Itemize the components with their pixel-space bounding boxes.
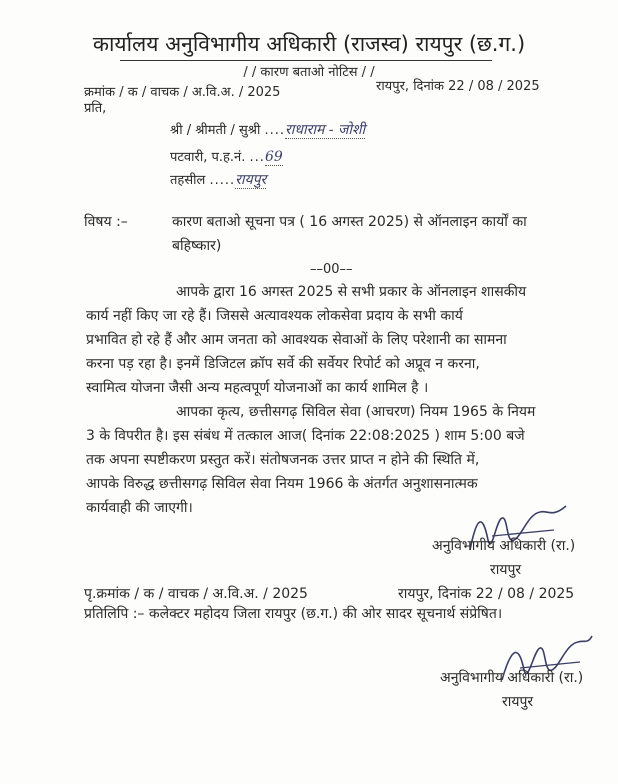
paragraph-1-line: करना पड़ रहा है। इनमें डिजिटल क्रॉप सर्वे की सर्वेयर रिपोर्ट को अप्रूव न करना, — [86, 356, 480, 372]
addressee-name-value: राधाराम - जोशी — [285, 122, 366, 138]
signature-2-designation: अनुविभागीय अधिकारी (रा.) — [440, 670, 584, 686]
endorsement-place-date: रायपुर, दिनांक 22 / 08 / 2025 — [398, 586, 575, 602]
patwari-label: पटवारी, प.ह.नं. — [170, 150, 246, 165]
reference-place-date: रायपुर, दिनांक 22 / 08 / 2025 — [376, 79, 540, 94]
addressee-name-row — [170, 120, 365, 139]
title-underline — [120, 60, 492, 61]
paragraph-1-line: प्रभावित हो रहे हैं और आम जनता को आवश्यक सेवाओं के लिए परेशानी का सामना — [86, 332, 507, 348]
signature-1-place: रायपुर — [490, 562, 522, 578]
separator: ––00–– — [310, 262, 353, 277]
paragraph-1-line: कार्य नहीं किए जा रहे हैं। जिससे अत्यावश्यक लोकसेवा प्रदाय के सभी कार्य — [86, 308, 463, 324]
tahsil-dots: ..... — [209, 173, 236, 188]
tahsil-value: रायपुर — [235, 172, 267, 188]
patwari-value: 69 — [264, 149, 283, 165]
to-label: प्रति, — [84, 101, 107, 116]
subject-line-2: बहिष्कार) — [172, 238, 222, 254]
endorsement-number: पृ.क्रमांक / क / वाचक / अ.वि.अ. / 2025 — [84, 586, 308, 602]
paragraph-2-line: आपका कृत्य, छत्तीसगढ़ सिविल सेवा (आचरण) नियम 1965 के नियम — [176, 404, 536, 420]
paragraph-2-line: आपके विरुद्ध छत्तीसगढ़ सिविल सेवा नियम 1966 के अंतर्गत अनुशासनात्मक — [86, 476, 478, 492]
office-title: कार्यालय अनुविभागीय अधिकारी (राजस्व) रायपुर (छ.ग.) — [92, 32, 526, 56]
addressee-name-label: श्री / श्रीमती / सुश्री — [170, 123, 261, 138]
reference-number: क्रमांक / क / वाचक / अ.वि.अ. / 2025 — [84, 85, 281, 100]
paragraph-1-line: आपके द्वारा 16 अगस्त 2025 से सभी प्रकार के ऑनलाइन शासकीय — [176, 284, 527, 300]
subject-label: विषय :– — [84, 214, 128, 230]
copy-to: प्रतिलिपि :– कलेक्टर महोदय जिला रायपुर (छ.ग.) की ओर सादर सूचनार्थ संप्रेषित। — [84, 606, 503, 622]
notice-title: / / कारण बताओ नोटिस / / — [243, 65, 375, 80]
signature-1-designation: अनुविभागीय अधिकारी (रा.) — [432, 538, 576, 554]
paragraph-2-line: कार्यवाही की जाएगी। — [86, 500, 193, 516]
patwari-row — [170, 147, 283, 165]
paragraph-2-line: 3 के विपरीत है। इस संबंध में तत्काल आज( दिनांक 22:08:2025 ) शाम 5:00 बजे — [86, 428, 525, 444]
subject-line-1: कारण बताओ सूचना पत्र ( 16 अगस्त 2025) से ऑनलाइन कार्यों का — [172, 214, 527, 230]
patwari-dots: ... — [249, 150, 265, 165]
tahsil-label: तहसील — [170, 173, 206, 188]
paragraph-2-line: तक अपना स्पष्टीकरण प्रस्तुत करें। संतोषजनक उत्तर प्राप्त न होने की स्थिति में, — [86, 452, 480, 468]
signature-2-place: रायपुर — [502, 694, 534, 710]
tahsil-row — [170, 170, 266, 189]
addressee-name-dots: .... — [264, 123, 286, 138]
paragraph-1-line: स्वामित्व योजना जैसी अन्य महत्वपूर्ण योजनाओं का कार्य शामिल है । — [86, 380, 429, 396]
